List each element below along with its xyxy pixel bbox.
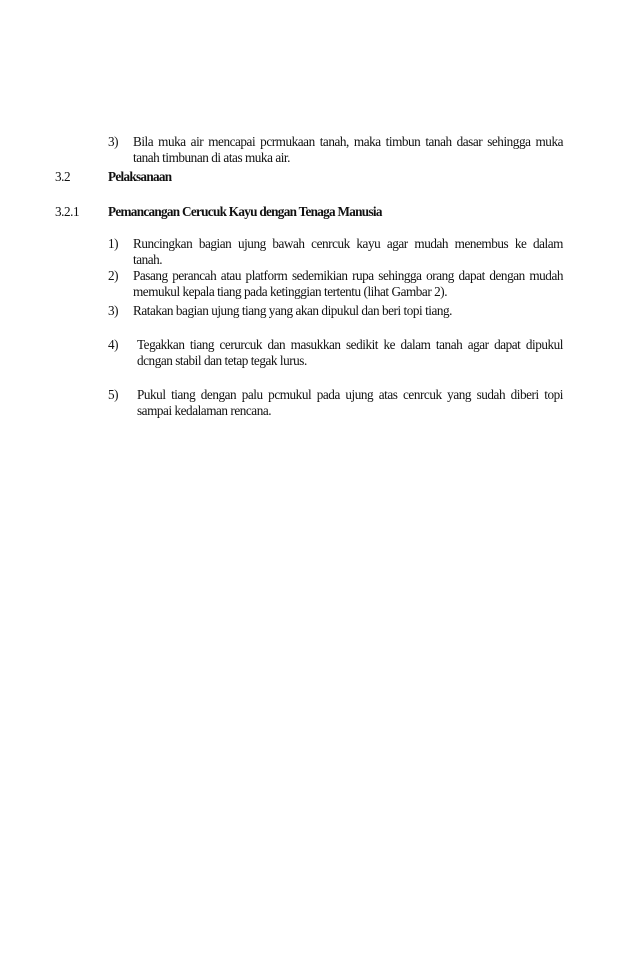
subsection-title: Pemancangan Cerucuk Kayu dengan Tenaga Manusia bbox=[108, 204, 382, 219]
list-text-line: Tegakkan tiang cerurcuk dan masukkan sedikit ke dalam tanah agar dapat dipukul bbox=[137, 337, 563, 352]
list-text-line: tanah timbunan di atas muka air. bbox=[133, 150, 290, 165]
list-item bbox=[108, 387, 563, 419]
list-text bbox=[133, 303, 563, 319]
list-text bbox=[133, 268, 563, 300]
list-number: 2) bbox=[108, 268, 119, 283]
list-text-line: Ratakan bagian ujung tiang yang akan dipukul dan beri topi tiang. bbox=[133, 303, 453, 318]
list-text-line: tanah. bbox=[133, 252, 163, 267]
list-number: 4) bbox=[108, 337, 119, 352]
list-number: 1) bbox=[108, 236, 119, 251]
list-text-line: memukul kepala tiang pada ketinggian tertentu (lihat Gambar 2). bbox=[133, 284, 448, 299]
list-text bbox=[133, 236, 563, 268]
list-text-line: Pukul tiang dengan palu pcmukul pada ujung atas cenrcuk yang sudah diberi topi bbox=[137, 387, 563, 402]
list-number: 3) bbox=[108, 134, 119, 149]
list-number: 3) bbox=[108, 303, 119, 318]
list-item bbox=[108, 268, 563, 300]
list-text-line: Pasang perancah atau platform sedemikian rupa sehingga orang dapat dengan mudah bbox=[133, 268, 563, 283]
list-number: 5) bbox=[108, 387, 119, 402]
section-title: Pelaksanaan bbox=[108, 169, 172, 184]
section-number: 3.2 bbox=[55, 169, 71, 184]
list-text-line: Bila muka air mencapai pcrmukaan tanah, maka timbun tanah dasar sehingga muka bbox=[133, 134, 563, 149]
list-text bbox=[133, 134, 563, 166]
list-text-line: Runcingkan bagian ujung bawah cenrcuk kayu agar mudah menembus ke dalam bbox=[133, 236, 563, 251]
list-text-line: sampai kedalaman rencana. bbox=[137, 403, 272, 418]
list-text bbox=[137, 337, 563, 369]
subsection-number: 3.2.1 bbox=[55, 204, 80, 219]
list-item bbox=[108, 134, 563, 166]
list-text bbox=[137, 387, 563, 419]
list-item bbox=[108, 303, 563, 319]
list-text-line: dcngan stabil dan tetap tegak lurus. bbox=[137, 353, 307, 368]
list-item bbox=[108, 337, 563, 369]
list-item bbox=[108, 236, 563, 268]
